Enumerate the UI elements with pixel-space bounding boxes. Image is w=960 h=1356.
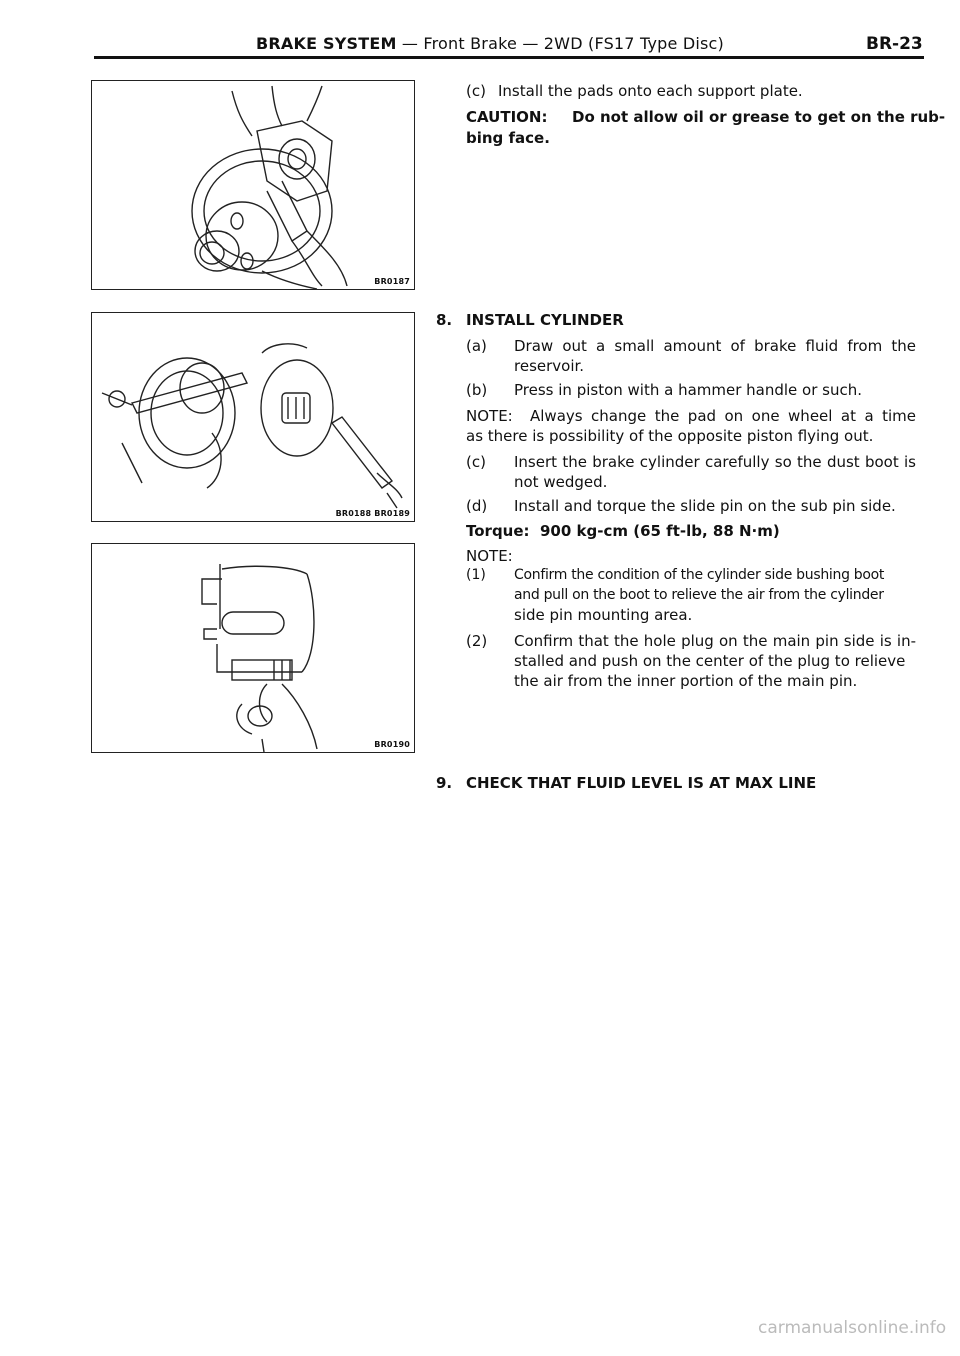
step8b-label: (b) [466,381,488,399]
step8a-line1: Draw out a small amount of brake fluid from the [514,337,916,355]
figure-code: BR0190 [374,740,410,749]
note2-item1-label: (1) [466,567,486,583]
step8d-text: Install and torque the slide pin on the sub pin side. [514,497,896,515]
section-title: BRAKE SYSTEM [256,34,397,53]
page-header [256,34,724,53]
note2-item2-line1: Confirm that the hole plug on the main pin side is in- [514,632,916,650]
disc-pads-illustration [92,81,415,290]
step8-title: INSTALL CYLINDER [466,311,624,329]
step9-number: 9. [436,774,453,792]
section-subtitle: — Front Brake — 2WD (FS17 Type Disc) [396,34,724,53]
step8c-label: (c) [466,453,486,471]
step8a-label: (a) [466,337,487,355]
step8-number: 8. [436,311,453,329]
header-rule [94,56,924,59]
piston-press-illustration [92,313,415,522]
cylinder-boot-illustration [92,544,415,753]
figure-code: BR0188 BR0189 [335,509,410,518]
torque-label: Torque: [466,522,530,540]
step8c-line1: Insert the brake cylinder carefully so the dust boot is [514,453,916,471]
torque-value: 900 kg-cm (65 ft-lb, 88 N·m) [540,522,780,540]
c-text: Install the pads onto each support plate. [498,82,803,100]
step8a-line2: reservoir. [514,357,585,375]
step8d-label: (d) [466,497,488,515]
figure-code: BR0187 [374,277,410,286]
page-number: BR-23 [866,34,923,54]
note2-item1-line3: side pin mounting area. [514,606,693,624]
figure-disc-pads [91,80,415,290]
caution-line1: Do not allow oil or grease to get on the rub- [572,108,946,126]
watermark: carmanualsonline.info [758,1318,947,1338]
caution-label: CAUTION: [466,108,548,126]
note1-line2: as there is possibility of the opposite piston flying out. [466,427,874,445]
note2-item2-line3: the air from the inner portion of the main pin. [514,672,858,690]
c-label: (c) [466,82,486,100]
note2-item1-line2: and pull on the boot to relieve the air from the cylinder [514,587,884,603]
note1-line1: Always change the pad on one wheel at a time [530,407,916,425]
figure-piston-press [91,312,415,522]
note2-item2-label: (2) [466,632,488,650]
note2-label: NOTE: [466,547,513,565]
caution-line2: bing face. [466,129,550,147]
figure-cylinder-boot [91,543,415,753]
note2-item2-line2: stalled and push on the center of the plug to relieve [514,652,906,670]
step8c-line2: not wedged. [514,473,608,491]
note1-label: NOTE: [466,407,513,425]
note2-item1-line1: Confirm the condition of the cylinder side bushing boot [514,567,885,583]
step8b-text: Press in piston with a hammer handle or such. [514,381,863,399]
step9-title: CHECK THAT FLUID LEVEL IS AT MAX LINE [466,774,817,792]
